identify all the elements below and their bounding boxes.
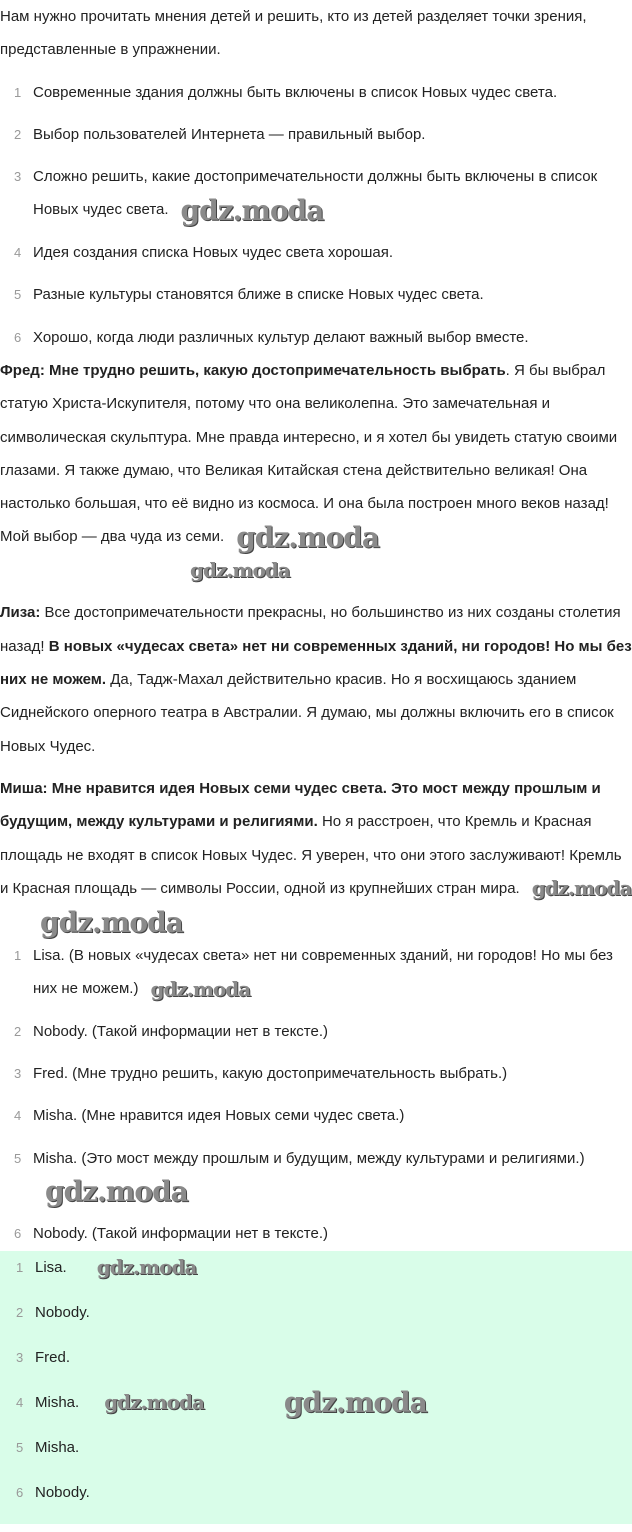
misha-paragraph	[0, 772, 632, 939]
answer-item	[0, 1341, 632, 1374]
list-item	[0, 236, 632, 269]
item-text: Lisa.	[35, 1258, 67, 1276]
item-text: Nobody. (Такой информации нет в тексте.)	[33, 1225, 329, 1243]
item-content	[33, 160, 632, 227]
item-text: Хорошо, когда люди различных культур делают важный выбор вместе.	[33, 328, 529, 346]
list-item	[0, 939, 632, 1006]
explanations-list	[0, 939, 632, 1251]
watermark: gdz.moda	[104, 1390, 204, 1415]
item-text: Идея создания списка Новых чудес света хорошая.	[33, 244, 394, 262]
item-text: Разные культуры становятся ближе в списке Новых чудес света.	[33, 286, 484, 304]
lisa-name: Лиза:	[0, 604, 41, 622]
lisa-text-2: Да, Тадж-Махал действительно красив. Но я восхищаюсь зданием Сиднейского оперного театра в Австралии. Я думаю, мы должны включить его в список Новых Чудес.	[0, 671, 614, 755]
item-number: 5	[16, 1440, 24, 1456]
list-item	[0, 118, 632, 151]
watermark: gdz.moda	[40, 905, 183, 939]
item-number: 4	[14, 245, 22, 261]
watermark: gdz.moda	[283, 1386, 427, 1420]
watermark: gdz.moda	[96, 1255, 197, 1280]
watermark: gdz.moda	[180, 194, 324, 228]
lisa-text: Все достопримечательности прекрасны, но большинство из них созданы столетия назад!	[0, 604, 621, 655]
intro-text: Нам нужно прочитать мнения детей и решить, кто из детей разделяет точки зрения, представленные в упражнении.	[0, 8, 587, 59]
list-item	[0, 321, 632, 354]
list-item	[0, 1015, 632, 1048]
fred-paragraph	[0, 354, 632, 588]
answer-item	[0, 1476, 632, 1509]
item-number: 3	[16, 1349, 24, 1365]
misha-bold: Миша: Мне нравится идея Новых семи чудес света. Это мост между прошлым и будущим, между культурами и религиями.	[0, 779, 601, 831]
item-number: 1	[14, 947, 22, 963]
list-item	[0, 1057, 632, 1090]
list-item	[0, 278, 632, 311]
item-number: 6	[14, 329, 22, 345]
item-number: 6	[16, 1485, 24, 1501]
item-text: Fred.	[35, 1348, 71, 1366]
item-content	[35, 1251, 632, 1285]
item-text: Misha.	[35, 1439, 80, 1457]
watermark: gdz.moda	[45, 1175, 188, 1209]
item-number: 2	[14, 126, 22, 142]
item-text: Сложно решить, какие достопримечательности должны быть включены в список Новых чудес света.	[33, 168, 598, 219]
lisa-bold: В новых «чудесах света» нет ни современных зданий, ни городов! Но мы без них не можем.	[0, 637, 632, 689]
list-item	[0, 1142, 632, 1209]
item-number: 2	[16, 1304, 24, 1320]
fred-bold: Фред: Мне трудно решить, какую достопримечательность выбрать	[0, 361, 506, 379]
list-item	[0, 1099, 632, 1132]
item-number: 3	[14, 169, 22, 185]
watermark: gdz.moda	[150, 976, 251, 1001]
item-text: Nobody. (Такой информации нет в тексте.)	[33, 1022, 329, 1040]
list-item	[0, 1217, 632, 1250]
item-text: Misha. (Мне нравится идея Новых семи чудес света.)	[33, 1107, 405, 1125]
watermark: gdz.moda	[190, 558, 290, 583]
item-text: Misha.	[35, 1393, 80, 1411]
item-number: 1	[14, 84, 22, 100]
list-item	[0, 76, 632, 109]
item-number: 4	[16, 1394, 24, 1410]
item-number: 5	[14, 287, 22, 303]
item-content	[33, 1142, 632, 1209]
answer-item	[0, 1296, 632, 1329]
item-text: Nobody.	[35, 1303, 90, 1321]
statements-list	[0, 76, 632, 354]
item-text: Lisa. (В новых «чудесах света» нет ни современных зданий, ни городов! Но мы без них не можем.)	[33, 946, 613, 998]
answer-item	[0, 1386, 632, 1420]
item-number: 6	[14, 1226, 22, 1242]
item-content	[35, 1386, 632, 1420]
item-text: Nobody.	[35, 1484, 90, 1502]
item-text: Выбор пользователей Интернета — правильный выбор.	[33, 125, 426, 143]
item-number: 1	[16, 1259, 24, 1275]
answers-box	[0, 1251, 632, 1524]
item-number: 5	[14, 1150, 22, 1166]
item-content	[33, 939, 632, 1006]
item-text: Fred. (Мне трудно решить, какую достопримечательность выбрать.)	[33, 1065, 508, 1083]
item-number: 3	[14, 1066, 22, 1082]
lisa-paragraph	[0, 596, 632, 762]
item-text: Misha. (Это мост между прошлым и будущим, между культурами и религиями.)	[33, 1149, 585, 1167]
watermark: gdz.moda	[236, 520, 380, 554]
answer-item	[0, 1251, 632, 1285]
answer-item	[0, 1431, 632, 1464]
misha-text: Но я расстроен, что Кремль и Красная площадь не входят в список Новых Чудес. Я уверен, что они этого заслуживают! Кремль и Красная площадь — символы России, одной из крупнейших стран мира.	[0, 813, 622, 897]
item-text: Современные здания должны быть включены в список Новых чудес света.	[33, 83, 558, 101]
item-number: 2	[14, 1023, 22, 1039]
list-item	[0, 160, 632, 227]
item-number: 4	[14, 1108, 22, 1124]
fred-text: . Я бы выбрал статую Христа-Искупителя, потому что она великолепна. Это замечательная и символическая скульптура. Мне правда интересно, и я хотел бы увидеть статую своими глазами. Я также думаю, что Великая Китайская стена действительно великая! Она настолько большая, что её видно из космоса. И она была построен много веков назад! Мой выбор — два чуда из семи.	[0, 361, 618, 546]
watermark: gdz.moda	[531, 876, 632, 901]
